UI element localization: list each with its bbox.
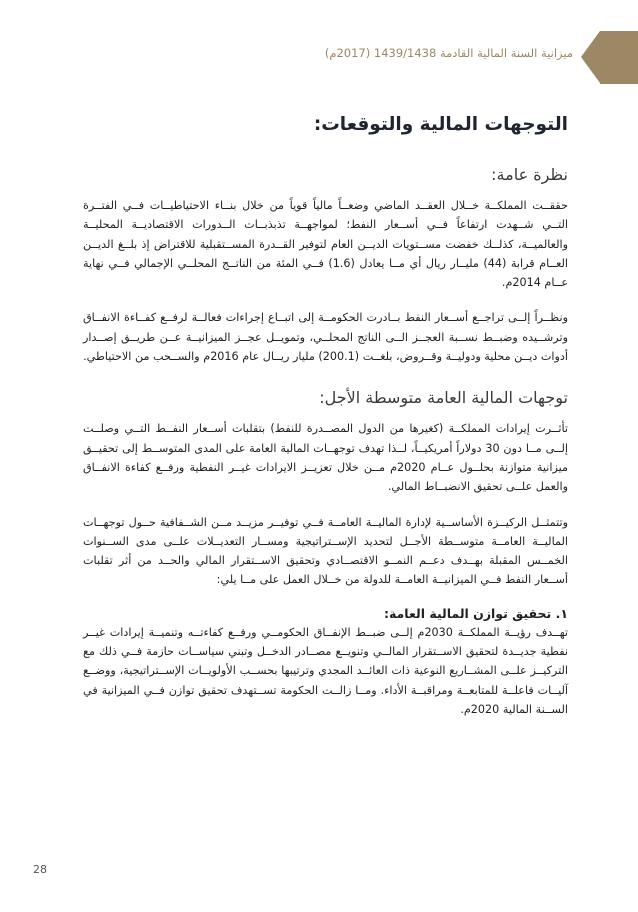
subsection-heading: ١. تحقيق توازن المالية العامة: (383, 605, 568, 621)
paragraph: حققــت المملكــة خــلال العقــد الماضي وضعــاً مالياً قوياً من خلال بنــاء الاحتياطيــات فــي الفتــرة التــي شــهدت ارتفاعاً فــي أســعار النفط؛ لمواجهــة تذبذبــات الــدورات الاقتصاديــة المحليــة والعالميــة، كذلــك خفضت مســتويات الديــن العام لتوفير القــدرة المســتقبلية للاقتراض إذ بلــغ الديــن العــام قرابة (44) مليــار ريال أي مــا يعادل (1.6) فــي المئة من الناتــج المحلــي الإجمالي فــي نهاية عــام 2014م. (83, 199, 568, 290)
section-medium-term (83, 388, 568, 589)
header-tab-block (600, 31, 638, 84)
section-heading: نظرة عامة: (491, 165, 568, 184)
section-heading: توجهات المالية العامة متوسطة الأجل: (319, 388, 568, 408)
header-chevron-icon (581, 31, 600, 83)
paragraph: وتتمثــل الركيــزة الأساســية لإدارة الماليــة العامــة فــي توفيــر مزيــد مــن الشــفافية حــول توجهــات الماليــة العامــة متوســطة الأجــل لتحديد الإســتراتيجية ومســار التعديــلات علــى مدى الســنوات الخمــس المقبلة بهــدف دعــم النمــو الاقتصــادي وتحقيق الاســتقرار المالي والحــد من أثر تقلبات أســعار النفط فــي الميزانيــة العامــة للدولة من خــلال العمل على مــا يلي: (83, 515, 568, 587)
page-title: التوجهات المالية والتوقعات: (313, 114, 568, 135)
document-body (83, 114, 568, 721)
page-number: 28 (33, 863, 47, 876)
paragraph: ونظــراً إلــى تراجــع أســعار النفط بــادرت الحكومــة إلى اتبــاع إجراءات فعالــة لرفــع كفــاءة الانفــاق وترشــيده وضبــط نســبة العجــز الــى الناتج المحلــي، وتمويــل عجــز الميزانيــة عــن طريــق إصــدار أدوات ديــن محلية ودوليــة وقــروض، بلغــت (200.1) مليار ريــال عام 2016م والســحب من الاحتياطي. (83, 311, 568, 364)
subsection-fiscal-balance (83, 606, 568, 719)
paragraph: تهــدف رؤيــة المملكــة 2030م إلــى ضبــط الإنفــاق الحكومــي ورفــع كفاءتــه وتنميــة إيرادات غيــر نفطية جديــدة لتحقيق الاســتقرار المالــي وتنويــع مصــادر الدخــل وتبني سياســات حازمة فــي ذلك مع التركيــز علــى المشــاريع النوعية ذات العائــد المجدي وترتيبها بحســب الأولويــات الإســتراتيجية، ووضــع آليــات فاعلــة للمتابعــة ومراقبــة الأداء. ومــا زالــت الحكومة تســتهدف تحقيق توازن فــي الميزانية في الســنة المالية 2020م. (83, 625, 568, 716)
section-overview (83, 165, 568, 366)
paragraph: تأثــرت إيرادات المملكــة (كغيرها من الدول المصــدرة للنفط) بتقلبات أســعار النفــط التــي وصلــت إلــى مــا دون 30 دولاراً أمريكيــاً، لــذا تهدف توجهــات المالية العامة على المدى المتوســط إلى تحقيــق ميزانية متوازنة بحلــول عــام 2020م مــن خلال تعزيــز الايرادات غيــر النفطية ورفــع كفاءة الانفــاق والعمل علــى تحقيق الانضبــاط المالي. (83, 422, 568, 494)
running-header: ميزانية السنة المالية القادمة 1439/1438 (2017م) (324, 46, 573, 60)
